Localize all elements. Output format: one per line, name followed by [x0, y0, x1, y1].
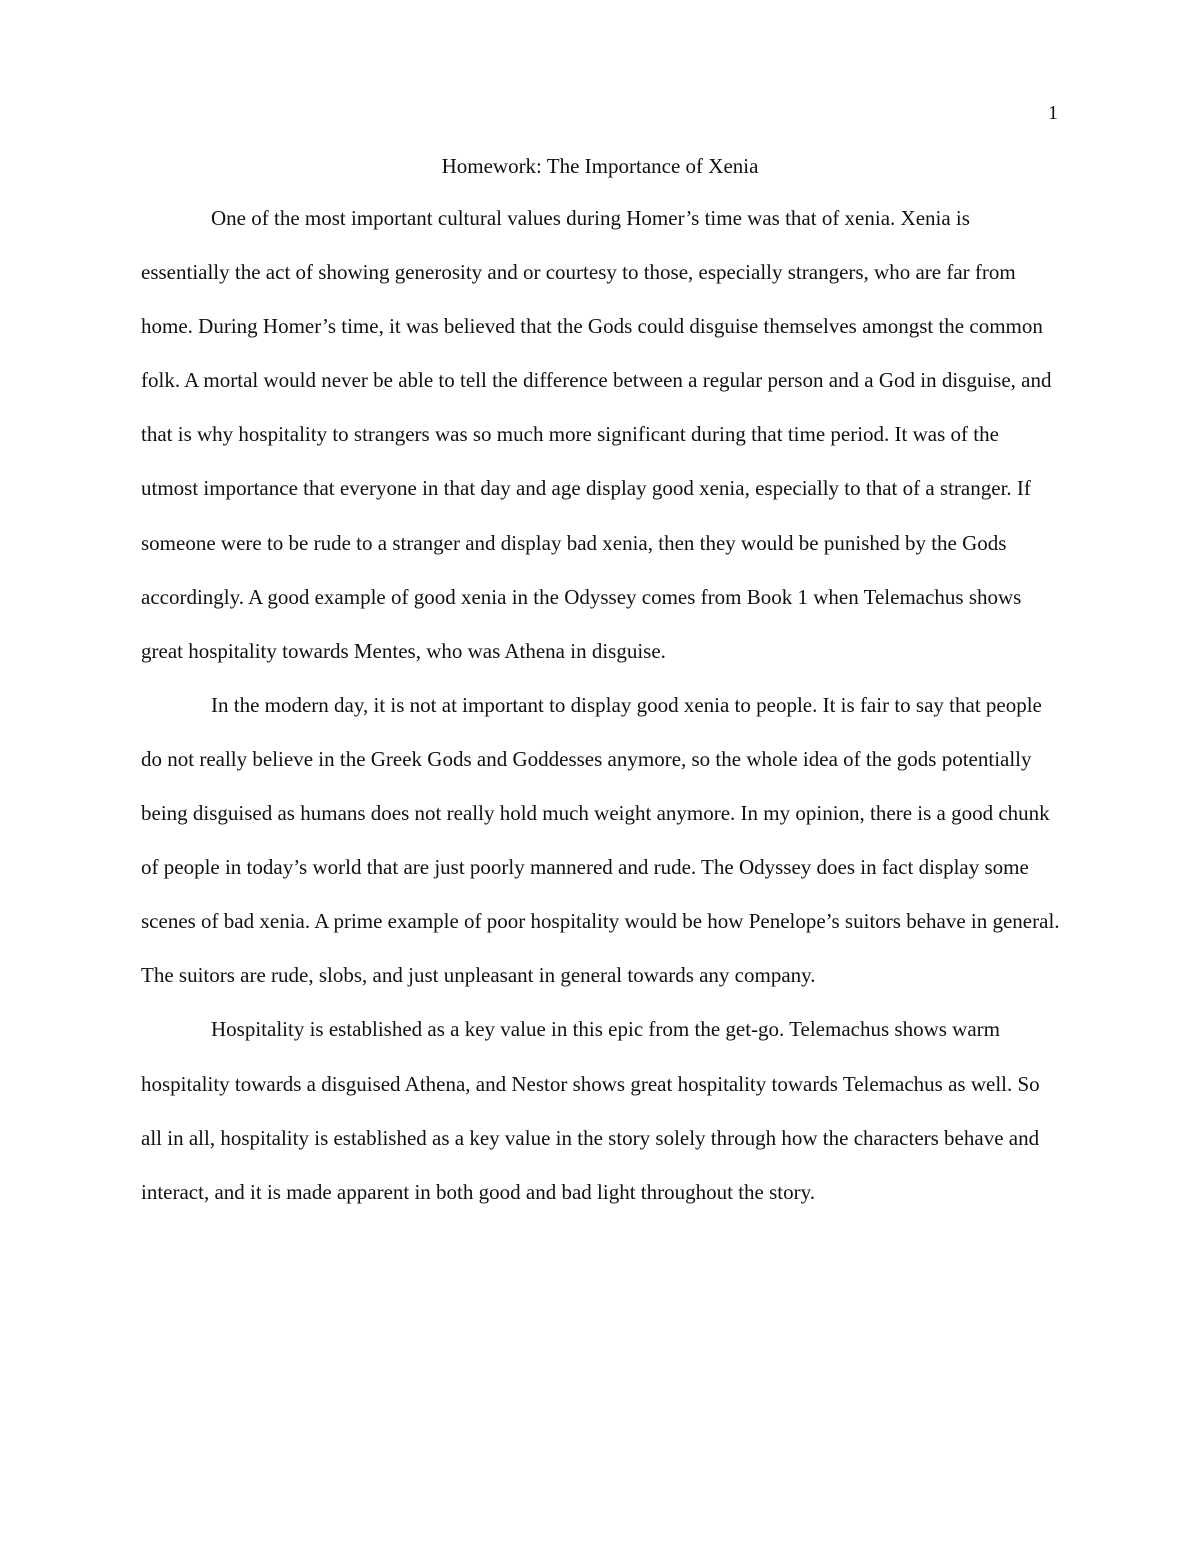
paragraph-3: Hospitality is established as a key value in this epic from the get-go. Telemachus shows warm hospitality towards a disguised Athena, and Nestor shows great hospitality towards Telemachus as well. So all in all, hospitality is established as a key value in the story solely through how the characters behave and interact, and it is made apparent in both good and bad light throughout the story. [141, 1017, 1040, 1204]
paragraph-2: In the modern day, it is not at important to display good xenia to people. It is fair to say that people do not really believe in the Greek Gods and Goddesses anymore, so the whole idea of the gods potentially being disguised as humans does not really hold much weight anymore. In my opinion, there is a good chunk of people in today’s world that are just poorly mannered and rude. The Odyssey does in fact display some scenes of bad xenia. A prime example of poor hospitality would be how Penelope’s suitors behave in general. The suitors are rude, slobs, and just unpleasant in general towards any company. [141, 692, 1060, 988]
page-number: 1 [1048, 102, 1058, 124]
document-title: Homework: The Importance of Xenia [441, 154, 759, 178]
paragraph-1: One of the most important cultural values during Homer’s time was that of xenia. Xenia is essentially the act of showing generosity and or courtesy to those, especially strangers, who are far from home. During Homer’s time, it was believed that the Gods could disguise themselves amongst the common folk. A mortal would never be able to tell the difference between a regular person and a God in disguise, and that is why hospitality to strangers was so much more significant during that time period. It was of the utmost importance that everyone in that day and age display good xenia, especially to that of a stranger. If someone were to be rude to a stranger and display bad xenia, then they would be punished by the Gods accordingly. A good example of good xenia in the Odyssey comes from Book 1 when Telemachus shows great hospitality towards Mentes, who was Athena in disguise. [141, 206, 1052, 663]
document-body [141, 191, 1061, 1219]
